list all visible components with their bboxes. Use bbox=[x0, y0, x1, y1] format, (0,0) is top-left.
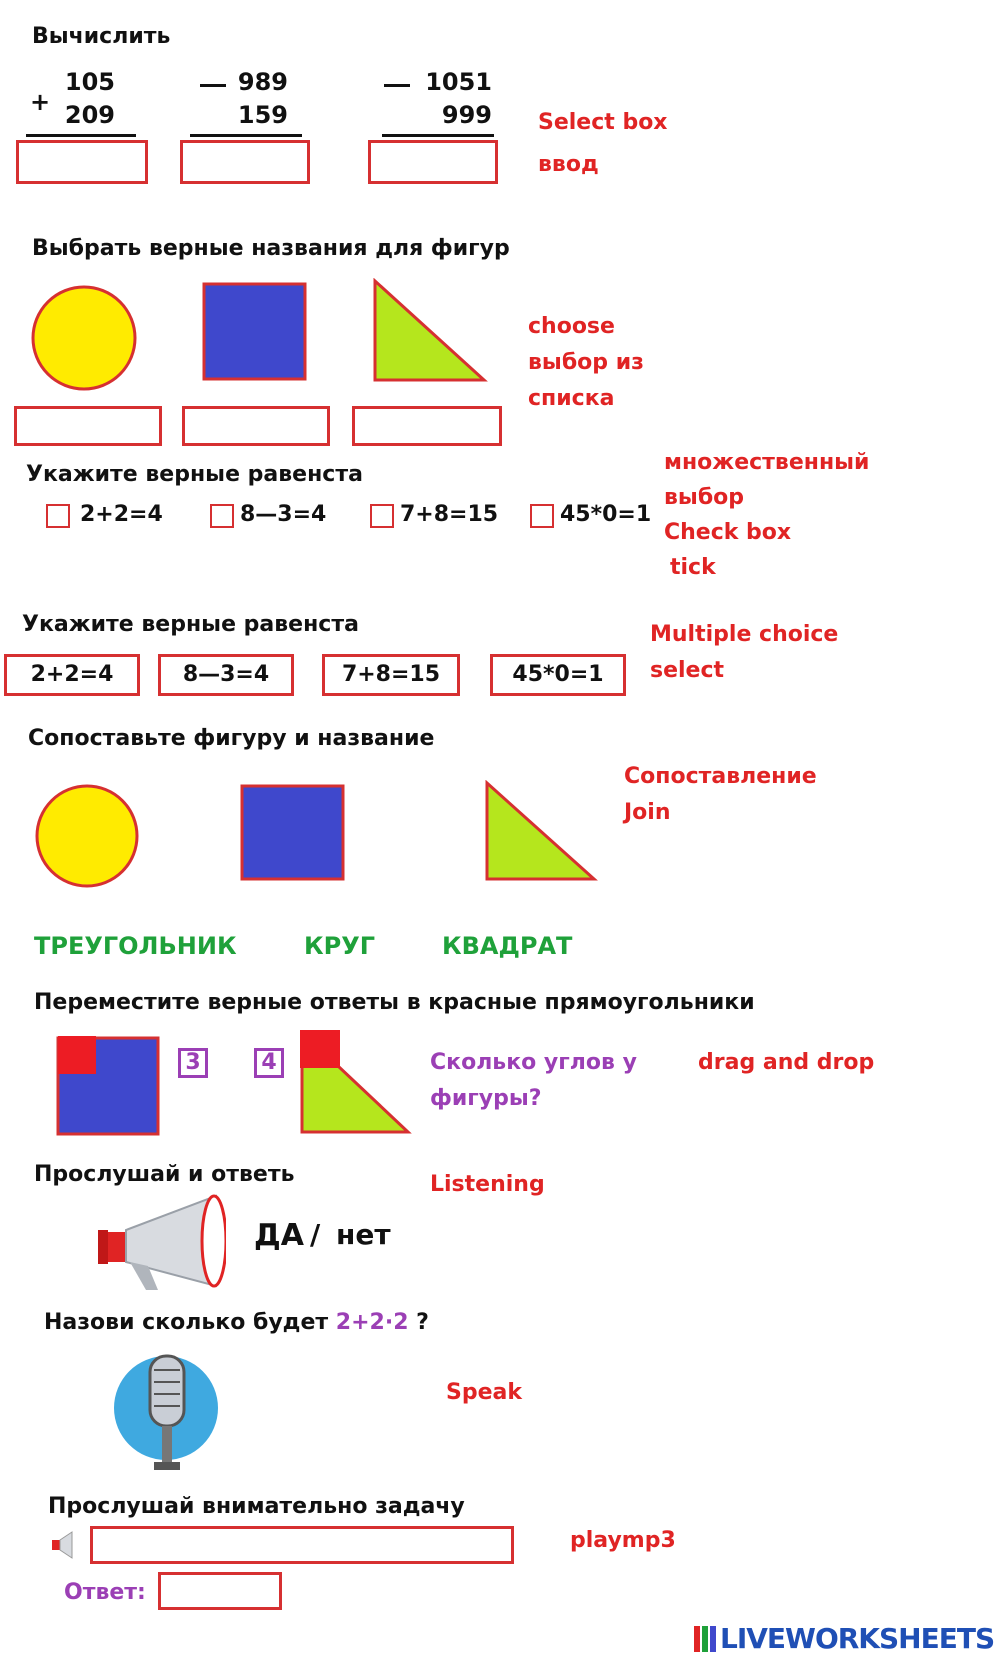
section8-expression: 2+2·2 bbox=[335, 1310, 409, 1335]
join-name-triangle[interactable]: ТРЕУГОЛЬНИК bbox=[34, 932, 237, 960]
problem2-answer-input[interactable] bbox=[180, 140, 310, 184]
section8-title bbox=[44, 1310, 429, 1335]
note-multiple-choice: Multiple choice bbox=[650, 622, 839, 647]
question-line-2: фигуры? bbox=[430, 1086, 542, 1111]
checkbox-label-1: 2+2=4 bbox=[80, 502, 163, 527]
liveworksheets-logo bbox=[692, 1622, 994, 1656]
note-choose: choose bbox=[528, 314, 615, 339]
choice-option-3[interactable]: 7+8=15 bbox=[322, 654, 460, 696]
yellow-circle-shape bbox=[28, 282, 140, 394]
section9-title: Прослушай внимательно задачу bbox=[48, 1494, 465, 1519]
checkbox-option-2[interactable] bbox=[210, 504, 234, 528]
section6-title: Переместите верные ответы в красные прямоугольники bbox=[34, 990, 755, 1015]
blue-square-shape-2 bbox=[240, 784, 346, 882]
green-triangle-shape bbox=[372, 278, 488, 384]
problem1-a: 105 bbox=[64, 68, 115, 96]
section4-title: Укажите верные равенста bbox=[22, 612, 359, 637]
note-playmp3: playmp3 bbox=[570, 1528, 676, 1553]
answer-yes-option[interactable]: ДА bbox=[254, 1218, 304, 1253]
join-name-square[interactable]: КВАДРАТ bbox=[442, 932, 573, 960]
checkbox-label-3: 7+8=15 bbox=[400, 502, 499, 527]
choice-option-4[interactable]: 45*0=1 bbox=[490, 654, 626, 696]
note-sopostavlenie: Сопоставление bbox=[624, 764, 817, 789]
section8-title-suffix: ? bbox=[416, 1310, 429, 1335]
audio-task-field[interactable] bbox=[90, 1526, 514, 1564]
problem3-answer-input[interactable] bbox=[368, 140, 498, 184]
shape3-name-select[interactable] bbox=[352, 406, 502, 446]
drop-zone-square[interactable] bbox=[58, 1036, 96, 1074]
section2-title: Выбрать верные названия для фигур bbox=[32, 236, 510, 261]
note-select: select bbox=[650, 658, 725, 683]
section1-title: Вычислить bbox=[32, 24, 171, 49]
answer-no-option[interactable]: нет bbox=[336, 1218, 391, 1251]
note-check-box: Check box bbox=[664, 520, 792, 545]
choice-option-1[interactable]: 2+2=4 bbox=[4, 654, 140, 696]
note-vybor-iz: выбор из bbox=[528, 350, 644, 375]
checkbox-option-3[interactable] bbox=[370, 504, 394, 528]
answer-label: Ответ: bbox=[64, 1580, 146, 1605]
note-drag-and-drop: drag and drop bbox=[698, 1050, 875, 1075]
problem3-a: 1051 bbox=[425, 68, 492, 96]
blue-square-shape bbox=[202, 282, 308, 382]
problem1-b: 209 bbox=[64, 101, 115, 129]
drag-answer-4[interactable]: 4 bbox=[254, 1048, 284, 1078]
section8-title-prefix: Назови сколько будет bbox=[44, 1310, 329, 1335]
problem2-line bbox=[190, 134, 302, 137]
checkbox-label-2: 8—3=4 bbox=[240, 502, 327, 527]
yellow-circle-shape-2 bbox=[32, 782, 142, 890]
answer-separator: / bbox=[310, 1218, 321, 1251]
problem1-line bbox=[26, 134, 136, 137]
note-listening: Listening bbox=[430, 1172, 545, 1197]
checkbox-option-1[interactable] bbox=[46, 504, 70, 528]
note-speak: Speak bbox=[446, 1380, 522, 1405]
choice-option-2[interactable]: 8—3=4 bbox=[158, 654, 294, 696]
note-spiska: списка bbox=[528, 386, 615, 411]
problem2-a: 989 bbox=[237, 68, 288, 96]
minus-sign-2 bbox=[384, 84, 410, 87]
note-tick: tick bbox=[670, 555, 716, 580]
answer-input[interactable] bbox=[158, 1572, 282, 1610]
checkbox-option-4[interactable] bbox=[530, 504, 554, 528]
green-triangle-shape-2 bbox=[484, 780, 598, 882]
note-mnozh: множественный bbox=[664, 450, 870, 475]
problem3-b: 999 bbox=[441, 101, 492, 129]
drag-answer-3[interactable]: 3 bbox=[178, 1048, 208, 1078]
drop-zone-trapezoid[interactable] bbox=[300, 1030, 340, 1068]
problem3-line bbox=[382, 134, 494, 137]
plus-sign: + bbox=[30, 88, 51, 116]
note-join: Join bbox=[624, 800, 671, 825]
note-vvod: ввод bbox=[538, 152, 599, 177]
problem2-b: 159 bbox=[237, 101, 288, 129]
question-line-1: Сколько углов у bbox=[430, 1050, 637, 1075]
note-vybor: выбор bbox=[664, 485, 745, 510]
shape2-name-select[interactable] bbox=[182, 406, 330, 446]
section5-title: Сопоставьте фигуру и название bbox=[28, 726, 435, 751]
section3-title: Укажите верные равенста bbox=[26, 462, 363, 487]
section7-title: Прослушай и ответь bbox=[34, 1162, 295, 1187]
microphone-icon[interactable] bbox=[110, 1350, 222, 1474]
join-name-circle[interactable]: КРУГ bbox=[304, 932, 376, 960]
logo-text: LIVEWORKSHEETS bbox=[720, 1622, 995, 1655]
checkbox-label-4: 45*0=1 bbox=[560, 502, 652, 527]
speaker-icon[interactable] bbox=[50, 1530, 80, 1560]
problem1-answer-input[interactable] bbox=[16, 140, 148, 184]
megaphone-icon[interactable] bbox=[96, 1190, 226, 1294]
note-select-box: Select box bbox=[538, 110, 668, 135]
logo-icon bbox=[692, 1624, 718, 1654]
shape1-name-select[interactable] bbox=[14, 406, 162, 446]
